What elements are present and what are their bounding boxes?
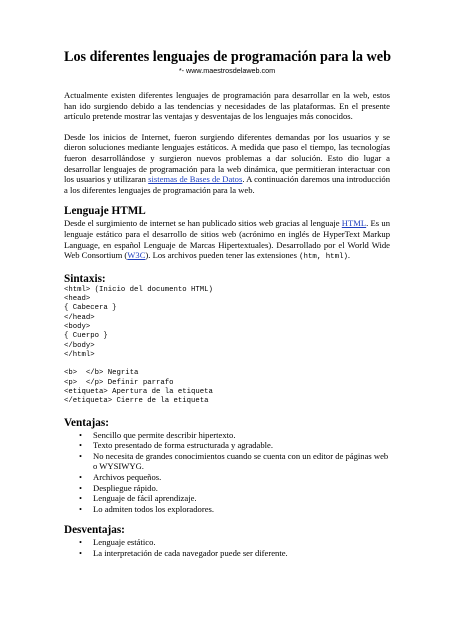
list-item [79,471,390,483]
w3c-link[interactable]: W3C [127,250,146,261]
list-item-text: Texto presentado de forma estructurada y agradable. [93,440,274,451]
code-line: <body> [64,322,91,331]
bullet-icon: • [79,503,83,514]
code-line: { Cabecera } [64,304,117,313]
html-paragraph [64,218,390,262]
bullet-icon: • [79,482,83,493]
list-item [79,493,390,504]
bullet-icon: • [79,471,83,482]
code-line: <b> </b> Negrita [64,369,139,378]
list-item-text: Despliegue rápido. [93,482,158,493]
bullet-icon: • [79,450,83,461]
html-text-2: . Es un lenguaje estático para el desarrollo de sitios web (acrónimo en inglés de HyperText Markup Language, en español Lenguaje de Marcas Hipertextuales). Desarrollado por el World Wide Web Consortium ( [64,218,390,261]
history-text-1: Desde los inicios de Internet, fueron surgiendo diferentes demandas por los usuarios y se dieron soluciones mediante lenguajes estáticos. A medida que paso el tiempo, las tecnologías fueron desarrollándose y surgieron nuevos problemas a dar solución. Esto dio lugar a desarrollar lenguajes de programación para la web dinámica, que permitieran interactuar con los usuarios y utilizaran [64,131,390,185]
list-item-text: Lo admiten todos los exploradores. [93,503,215,514]
code-line: { Cuerpo } [64,332,108,341]
list-item [79,537,390,548]
code-line: </body> [64,341,95,350]
bullet-icon: • [79,493,83,504]
list-item-text: No necesita de grandes conocimientos cuando se cuenta con un editor de páginas web o WYSIWYG. [93,450,389,472]
bullet-icon: • [79,537,83,548]
bullet-icon: • [79,440,83,451]
code-line: <p> </p> Definir parrafo [64,378,174,387]
syntax-code-block [64,286,390,407]
desventajas-list [64,537,390,558]
code-line: </etiqueta> Cierre de la etiqueta [64,397,209,406]
code-line: </html> [64,350,95,359]
html-heading: Lenguaje HTML [64,205,146,218]
intro-paragraph: Actualmente existen diferentes lenguajes de programación para desarrollar en la web, estos han ido surgiendo debido a las tendencias y necesidades de las plataformas. En el presente artículo pretende mostrar las ventajas y desventajas de los lenguajes más conocidos. [64,90,390,122]
list-item-text: Sencillo que permite describir hipertexto. [93,429,236,440]
code-line: <etiqueta> Apertura de la etiqueta [64,387,213,396]
list-item [79,429,390,441]
history-paragraph [64,132,390,196]
html-link[interactable]: HTML [341,218,367,229]
ventajas-heading: Ventajas: [64,416,109,429]
list-item-text: Lenguaje estático. [93,537,156,548]
ventajas-list [64,430,390,515]
syntax-heading: Sintaxis: [64,272,106,285]
list-item-text: Lenguaje de fácil aprendizaje. [93,493,197,504]
document-title: Los diferentes lenguajes de programación para la web [64,49,391,65]
desventajas-heading: Desventajas: [64,524,125,537]
list-item [79,482,390,494]
list-item-text: La interpretación de cada navegador puede ser diferente. [93,547,288,558]
list-item-text: Archivos pequeños. [93,471,162,482]
html-text-3: ). Los archivos pueden tener las extensiones [145,250,300,261]
list-item [79,440,390,451]
html-text-1: Desde el surgimiento de internet se han publicado sitios web gracias al lenguaje [64,218,342,229]
list-item [79,450,390,472]
extensions-code: (htm, html) [299,253,348,262]
source-url: *- www.maestrosdelaweb.com [178,66,276,75]
history-text-2: . A continuación daremos una introducción a los diferentes lenguajes de programación para la web. [64,174,390,195]
bases-de-datos-link[interactable]: sistemas de Bases de Datos [148,174,243,185]
list-item [79,547,390,559]
html-text-4: . [347,250,351,261]
list-item [79,503,390,515]
bullet-icon: • [79,429,83,440]
code-line: <head> [64,295,91,304]
code-line: <html> (Inicio del documento HTML) [64,285,213,294]
code-line: </head> [64,313,95,322]
bullet-icon: • [79,547,83,558]
document-page [64,48,390,569]
